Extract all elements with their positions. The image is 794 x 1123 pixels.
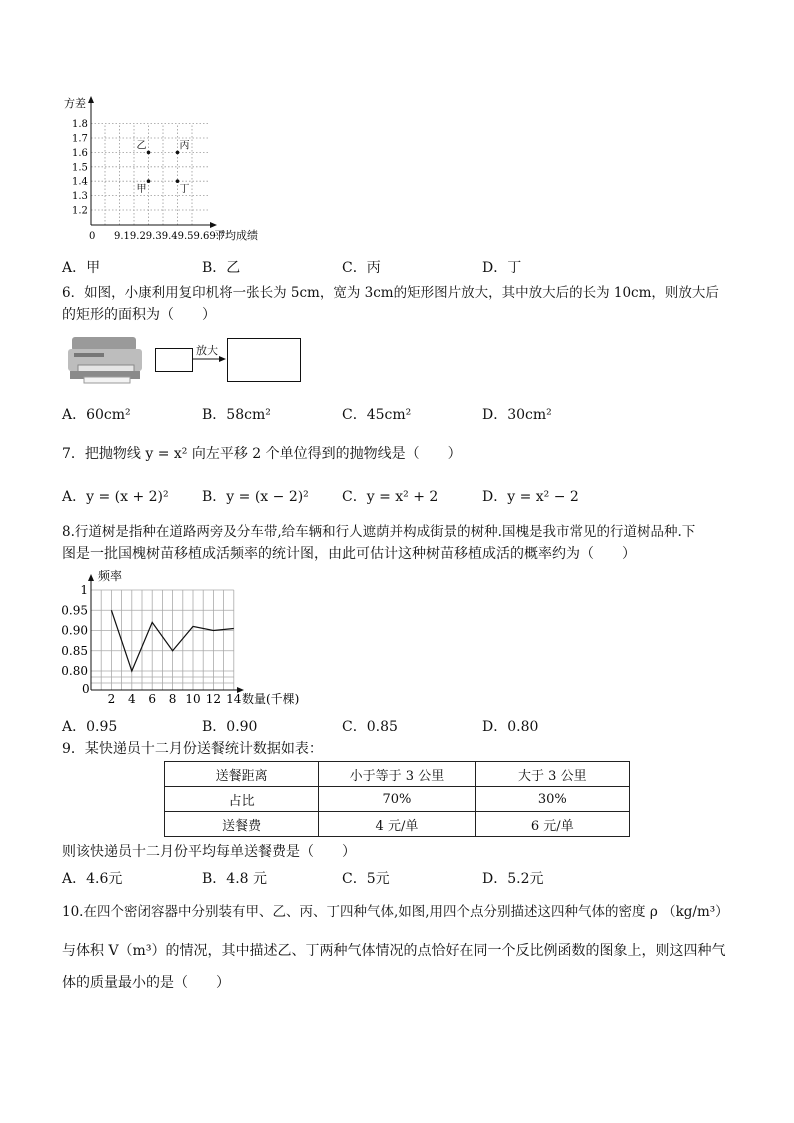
q9-option-d[interactable]: D．5.2元 [482, 871, 544, 887]
scatter-y-arrow [88, 96, 94, 103]
q8-option-c[interactable]: C．0.85 [342, 719, 398, 735]
q7-option-c[interactable]: C．y = x² + 2 [342, 489, 439, 505]
scatter-point [147, 151, 151, 155]
q9-option-a[interactable]: A．4.6元 [62, 871, 123, 887]
scatter-point-label: 丁 [179, 184, 190, 196]
table-cell: 送餐费 [165, 812, 319, 837]
table-cell: 4 元/单 [319, 812, 475, 837]
scatter-y-tick: 1.4 [72, 176, 88, 188]
scatter-y-tick: 1.3 [72, 191, 88, 203]
scatter-xlabel: 平均成绩 [214, 229, 258, 242]
q5-option-d[interactable]: D．丁 [482, 260, 522, 276]
q6-option-a[interactable]: A．60cm² [62, 407, 131, 423]
q8-option-a[interactable]: A．0.95 [62, 719, 118, 735]
table-row [165, 787, 630, 812]
scatter-point [147, 179, 151, 183]
q9-option-b[interactable]: B．4.8 元 [202, 871, 268, 887]
q7-option-a[interactable]: A．y = (x + 2)² [62, 489, 169, 505]
q7-option-d[interactable]: D．y = x² − 2 [482, 489, 579, 505]
q5-option-b[interactable]: B．乙 [202, 260, 241, 276]
scatter-y-tick: 1.8 [72, 119, 88, 131]
scatter-point-label: 甲 [136, 184, 147, 196]
table-cell: 送餐距离 [165, 762, 319, 787]
line-chart-y-arrow [88, 574, 94, 581]
q6-stem-line1: 6．如图，小康利用复印机将一张长为 5cm，宽为 3cm的矩形图片放大，其中放大后的长为 10cm，则放大后 [62, 285, 719, 301]
q10-stem-line3: 体的质量最小的是（ ） [62, 975, 230, 991]
line-chart-y-tick: 0.90 [61, 623, 88, 638]
line-chart-x-tick: 14 [226, 692, 242, 706]
scatter-x-arrow [210, 222, 217, 228]
line-chart-x-tick: 8 [168, 692, 177, 706]
q9-question: 则该快递员十二月份平均每单送餐费是（ ） [62, 844, 356, 860]
enlarge-label: 放大 [196, 344, 218, 357]
q10-stem-line2: 与体积 V（m³）的情况，其中描述乙、丁两种气体情况的点恰好在同一个反比例函数的图象上，则这四种气 [62, 943, 726, 959]
table-cell: 占比 [165, 787, 319, 812]
q7-option-b[interactable]: B．y = (x − 2)² [202, 489, 309, 505]
q7-stem: 7．把抛物线 y = x² 向左平移 2 个单位得到的抛物线是（ ） [62, 446, 462, 462]
table-cell: 6 元/单 [475, 812, 629, 837]
line-chart-x-tick: 4 [127, 692, 136, 706]
q6-option-b[interactable]: B．58cm² [202, 407, 271, 423]
q5-option-c[interactable]: C．丙 [342, 260, 381, 276]
scatter-origin: 0 [89, 231, 96, 242]
table-row [165, 762, 630, 787]
line-chart-origin: 0 [82, 682, 90, 696]
line-chart-y-tick: 0.95 [61, 603, 88, 618]
table-row [165, 812, 630, 837]
scatter-point-label: 乙 [136, 140, 147, 152]
table-cell: 70% [319, 787, 475, 812]
line-chart-ylabel: 频率 [98, 569, 123, 583]
q8-option-b[interactable]: B．0.90 [202, 719, 258, 735]
q8-stem-line1: 8.行道树是指种在道路两旁及分车带,给车辆和行人遮荫并构成街景的树种.国槐是我市常见的行道树品种.下 [62, 524, 696, 540]
small-rectangle [155, 348, 193, 372]
delivery-table [164, 761, 630, 837]
scatter-y-tick: 1.6 [72, 147, 88, 159]
q6-option-d[interactable]: D．30cm² [482, 407, 552, 423]
scatter-y-tick: 1.5 [72, 162, 88, 174]
line-chart-y-tick: 1 [80, 583, 88, 597]
q9-stem: 9．某快递员十二月份送餐统计数据如表： [62, 741, 323, 757]
scatter-point [176, 179, 180, 183]
q8-stem-line2: 图是一批国槐树苗移植成活频率的统计图，由此可估计这种树苗移植成活的概率约为（ ） [62, 546, 636, 562]
scatter-point-label: 丙 [179, 140, 190, 152]
scatter-y-tick: 1.2 [72, 205, 88, 217]
line-chart-x-tick: 10 [185, 692, 201, 706]
q10-stem-line1: 10.在四个密闭容器中分别装有甲、乙、丙、丁四种气体,如图,用四个点分别描述这四种气体的密度 ρ （kg/m³） [62, 904, 729, 920]
line-chart-y-tick: 0.80 [61, 664, 88, 678]
scatter-y-tick: 1.7 [72, 133, 88, 145]
table-cell: 30% [475, 787, 629, 812]
line-chart-xlabel: 数量(千棵) [242, 692, 300, 706]
q5-option-a[interactable]: A．甲 [62, 260, 101, 276]
line-chart-x-tick: 2 [107, 692, 116, 706]
line-chart-y-tick: 0.85 [61, 643, 88, 658]
scatter-grid [91, 124, 208, 225]
q6-stem-line2: 的矩形的面积为（ ） [62, 307, 216, 323]
q8-option-d[interactable]: D．0.80 [482, 719, 539, 735]
scatter-x-ticks: 9.19.29.39.49.59.69.7 [114, 231, 226, 242]
survival-frequency-chart [58, 565, 318, 710]
table-cell: 小于等于 3 公里 [319, 762, 475, 787]
q9-option-c[interactable]: C．5元 [342, 871, 390, 887]
table-cell: 大于 3 公里 [475, 762, 629, 787]
q6-option-c[interactable]: C．45cm² [342, 407, 412, 423]
line-chart-x-tick: 6 [148, 692, 157, 706]
large-rectangle [227, 338, 301, 382]
variance-scatter-chart [58, 92, 288, 252]
printer-image [66, 333, 146, 385]
line-chart-x-tick: 12 [205, 692, 222, 706]
scatter-ylabel: 方差 [64, 97, 86, 110]
